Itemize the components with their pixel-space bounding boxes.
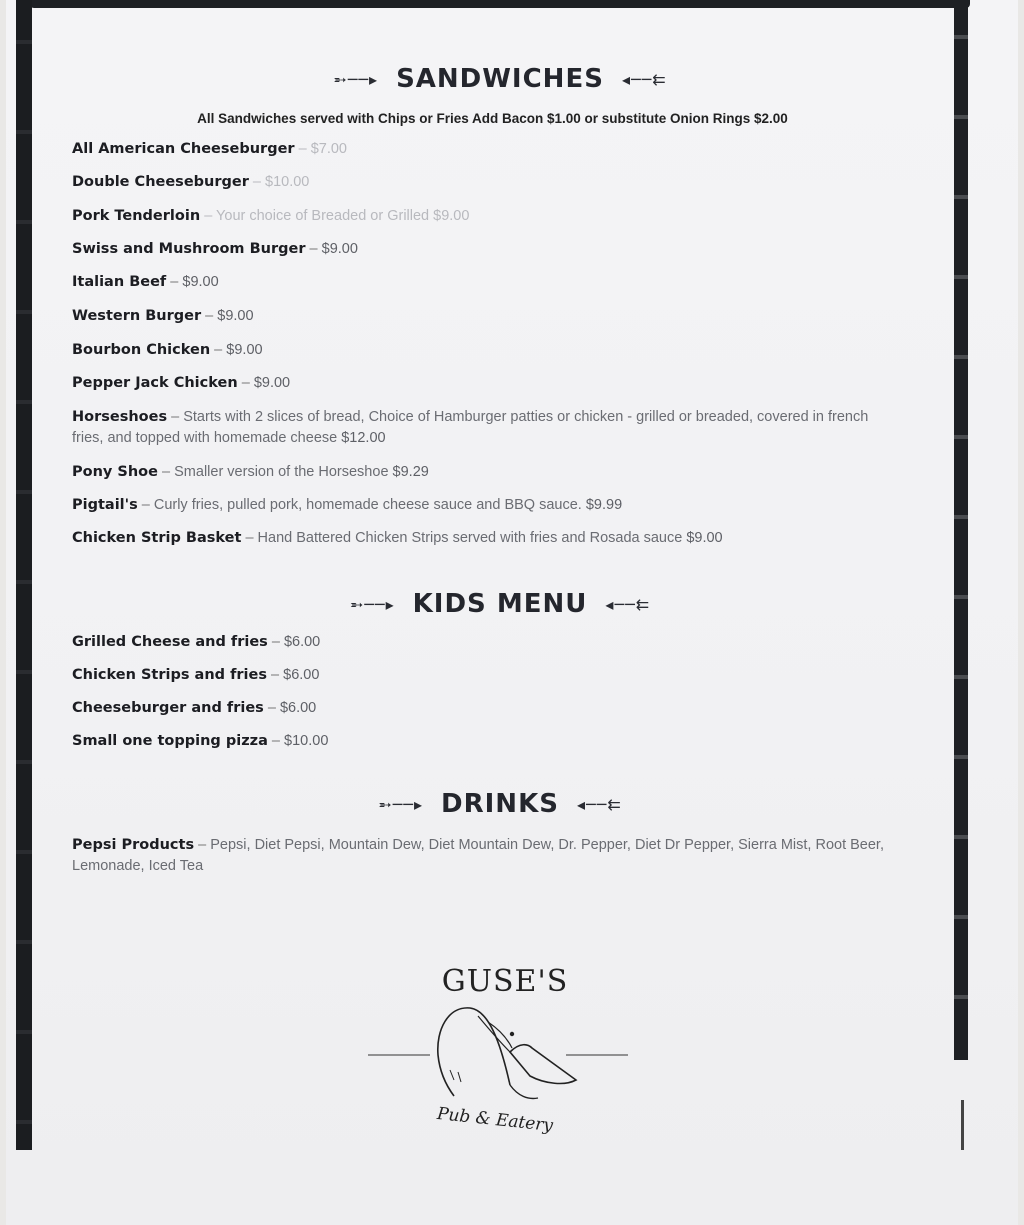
page-border-right: [954, 0, 968, 1060]
menu-item: [72, 407, 872, 449]
menu-item: [72, 495, 872, 516]
item-price: $7.00: [310, 141, 347, 157]
item-separator: –: [141, 497, 150, 513]
menu-item: [72, 239, 872, 260]
restaurant-logo: [360, 960, 640, 1150]
item-description: Pepsi, Diet Pepsi, Mountain Dew, Diet Mountain Dew, Dr. Pepper, Diet Dr Pepper, Sierra Mist, Root Beer, Lemonade, Iced Tea: [72, 837, 884, 874]
menu-item: [72, 340, 872, 361]
item-name: Grilled Cheese and fries: [72, 634, 268, 650]
logo-title: GUSE'S: [441, 964, 569, 999]
section-title: KIDS MENU: [412, 589, 588, 619]
menu-item: [72, 665, 872, 686]
item-separator: –: [162, 464, 171, 480]
item-separator: –: [298, 141, 307, 157]
item-name: Western Burger: [72, 308, 202, 324]
menu-item: [72, 172, 872, 193]
menu-item: [72, 632, 872, 653]
page-border-left: [16, 0, 32, 1150]
item-separator: –: [241, 375, 250, 391]
item-price: $10.00: [284, 733, 329, 749]
menu-item: [72, 139, 872, 160]
item-price: $9.99: [585, 497, 623, 513]
item-separator: –: [245, 530, 254, 546]
item-price: $6.00: [283, 667, 320, 683]
item-price: $9.00: [253, 375, 291, 391]
item-description: Starts with 2 slices of bread, Choice of Hamburger patties or chicken - grilled or breaded, covered in french fries, and topped with homemade cheese: [72, 409, 869, 446]
item-separator: –: [267, 700, 276, 716]
item-separator: –: [271, 733, 280, 749]
item-name: Italian Beef: [72, 274, 167, 290]
item-description: Curly fries, pulled pork, homemade cheese sauce and BBQ sauce.: [153, 497, 582, 513]
item-price: $6.00: [279, 700, 317, 716]
sandwiches-subtitle: All Sandwiches served with Chips or Fries Add Bacon $1.00 or substitute Onion Rings $2.00: [197, 111, 788, 126]
item-separator: –: [271, 634, 280, 650]
section-title: SANDWICHES: [396, 64, 604, 94]
arrow-left-icon: ◂──⇇: [577, 795, 622, 814]
item-name: All American Cheeseburger: [72, 141, 295, 157]
item-price: $9.00: [321, 241, 358, 257]
item-name: Pepper Jack Chicken: [72, 375, 238, 391]
item-price: $9.00: [433, 208, 470, 224]
arrow-right-icon: ➵──▸: [349, 595, 395, 614]
item-name: Pork Tenderloin: [72, 208, 201, 224]
menu-item: [72, 373, 872, 394]
item-separator: –: [252, 174, 261, 190]
arrow-right-icon: ➵──▸: [378, 795, 423, 814]
menu-item: [72, 731, 872, 752]
menu-item: [72, 206, 872, 227]
item-separator: –: [171, 409, 180, 425]
item-name: Swiss and Mushroom Burger: [72, 241, 306, 257]
item-price: $9.00: [686, 530, 723, 546]
item-name: Chicken Strips and fries: [72, 667, 267, 683]
arrow-right-icon: ➵──▸: [333, 70, 378, 89]
section-heading-drinks: [0, 789, 1000, 819]
item-description: Smaller version of the Horseshoe: [174, 464, 389, 480]
item-price: $9.29: [392, 464, 429, 480]
item-price: $12.00: [341, 430, 386, 446]
menu-item: [72, 528, 872, 549]
page-border-top: [30, 0, 970, 8]
menu-item: [72, 462, 872, 483]
item-separator: –: [271, 667, 280, 683]
menu-item: [72, 272, 872, 293]
item-description: Hand Battered Chicken Strips served with fries and Rosada sauce: [257, 530, 683, 546]
item-separator: –: [214, 342, 223, 358]
section-heading-sandwiches: [0, 64, 1000, 94]
item-name: Pigtail's: [72, 497, 138, 513]
item-name: Chicken Strip Basket: [72, 530, 242, 546]
arrow-left-icon: ◂──⇇: [605, 595, 651, 614]
menu-item: [72, 835, 922, 877]
item-name: Double Cheeseburger: [72, 174, 249, 190]
item-price: $9.00: [217, 308, 254, 324]
menu-item: [72, 698, 872, 719]
arrow-left-icon: ◂──⇇: [622, 70, 667, 89]
page-border-right-tail: [961, 1100, 964, 1150]
item-separator: –: [204, 208, 213, 224]
item-name: Horseshoes: [72, 409, 168, 425]
item-name: Cheeseburger and fries: [72, 700, 264, 716]
section-title: DRINKS: [441, 789, 559, 819]
goose-icon: [360, 1000, 640, 1160]
item-price: $6.00: [283, 634, 321, 650]
item-separator: –: [309, 241, 318, 257]
item-price: $10.00: [265, 174, 310, 190]
item-separator: –: [198, 837, 207, 853]
item-name: Pepsi Products: [72, 837, 195, 853]
item-name: Small one topping pizza: [72, 733, 268, 749]
logo-subtitle: Pub & Eatery: [436, 1103, 554, 1137]
item-name: Pony Shoe: [72, 464, 158, 480]
item-price: $9.00: [226, 342, 263, 358]
item-name: Bourbon Chicken: [72, 342, 211, 358]
item-price: $9.00: [182, 274, 219, 290]
item-separator: –: [170, 274, 179, 290]
item-description: Your choice of Breaded or Grilled: [216, 208, 430, 224]
item-separator: –: [205, 308, 214, 324]
section-heading-kids-menu: [0, 589, 1000, 619]
menu-item: [72, 306, 872, 327]
